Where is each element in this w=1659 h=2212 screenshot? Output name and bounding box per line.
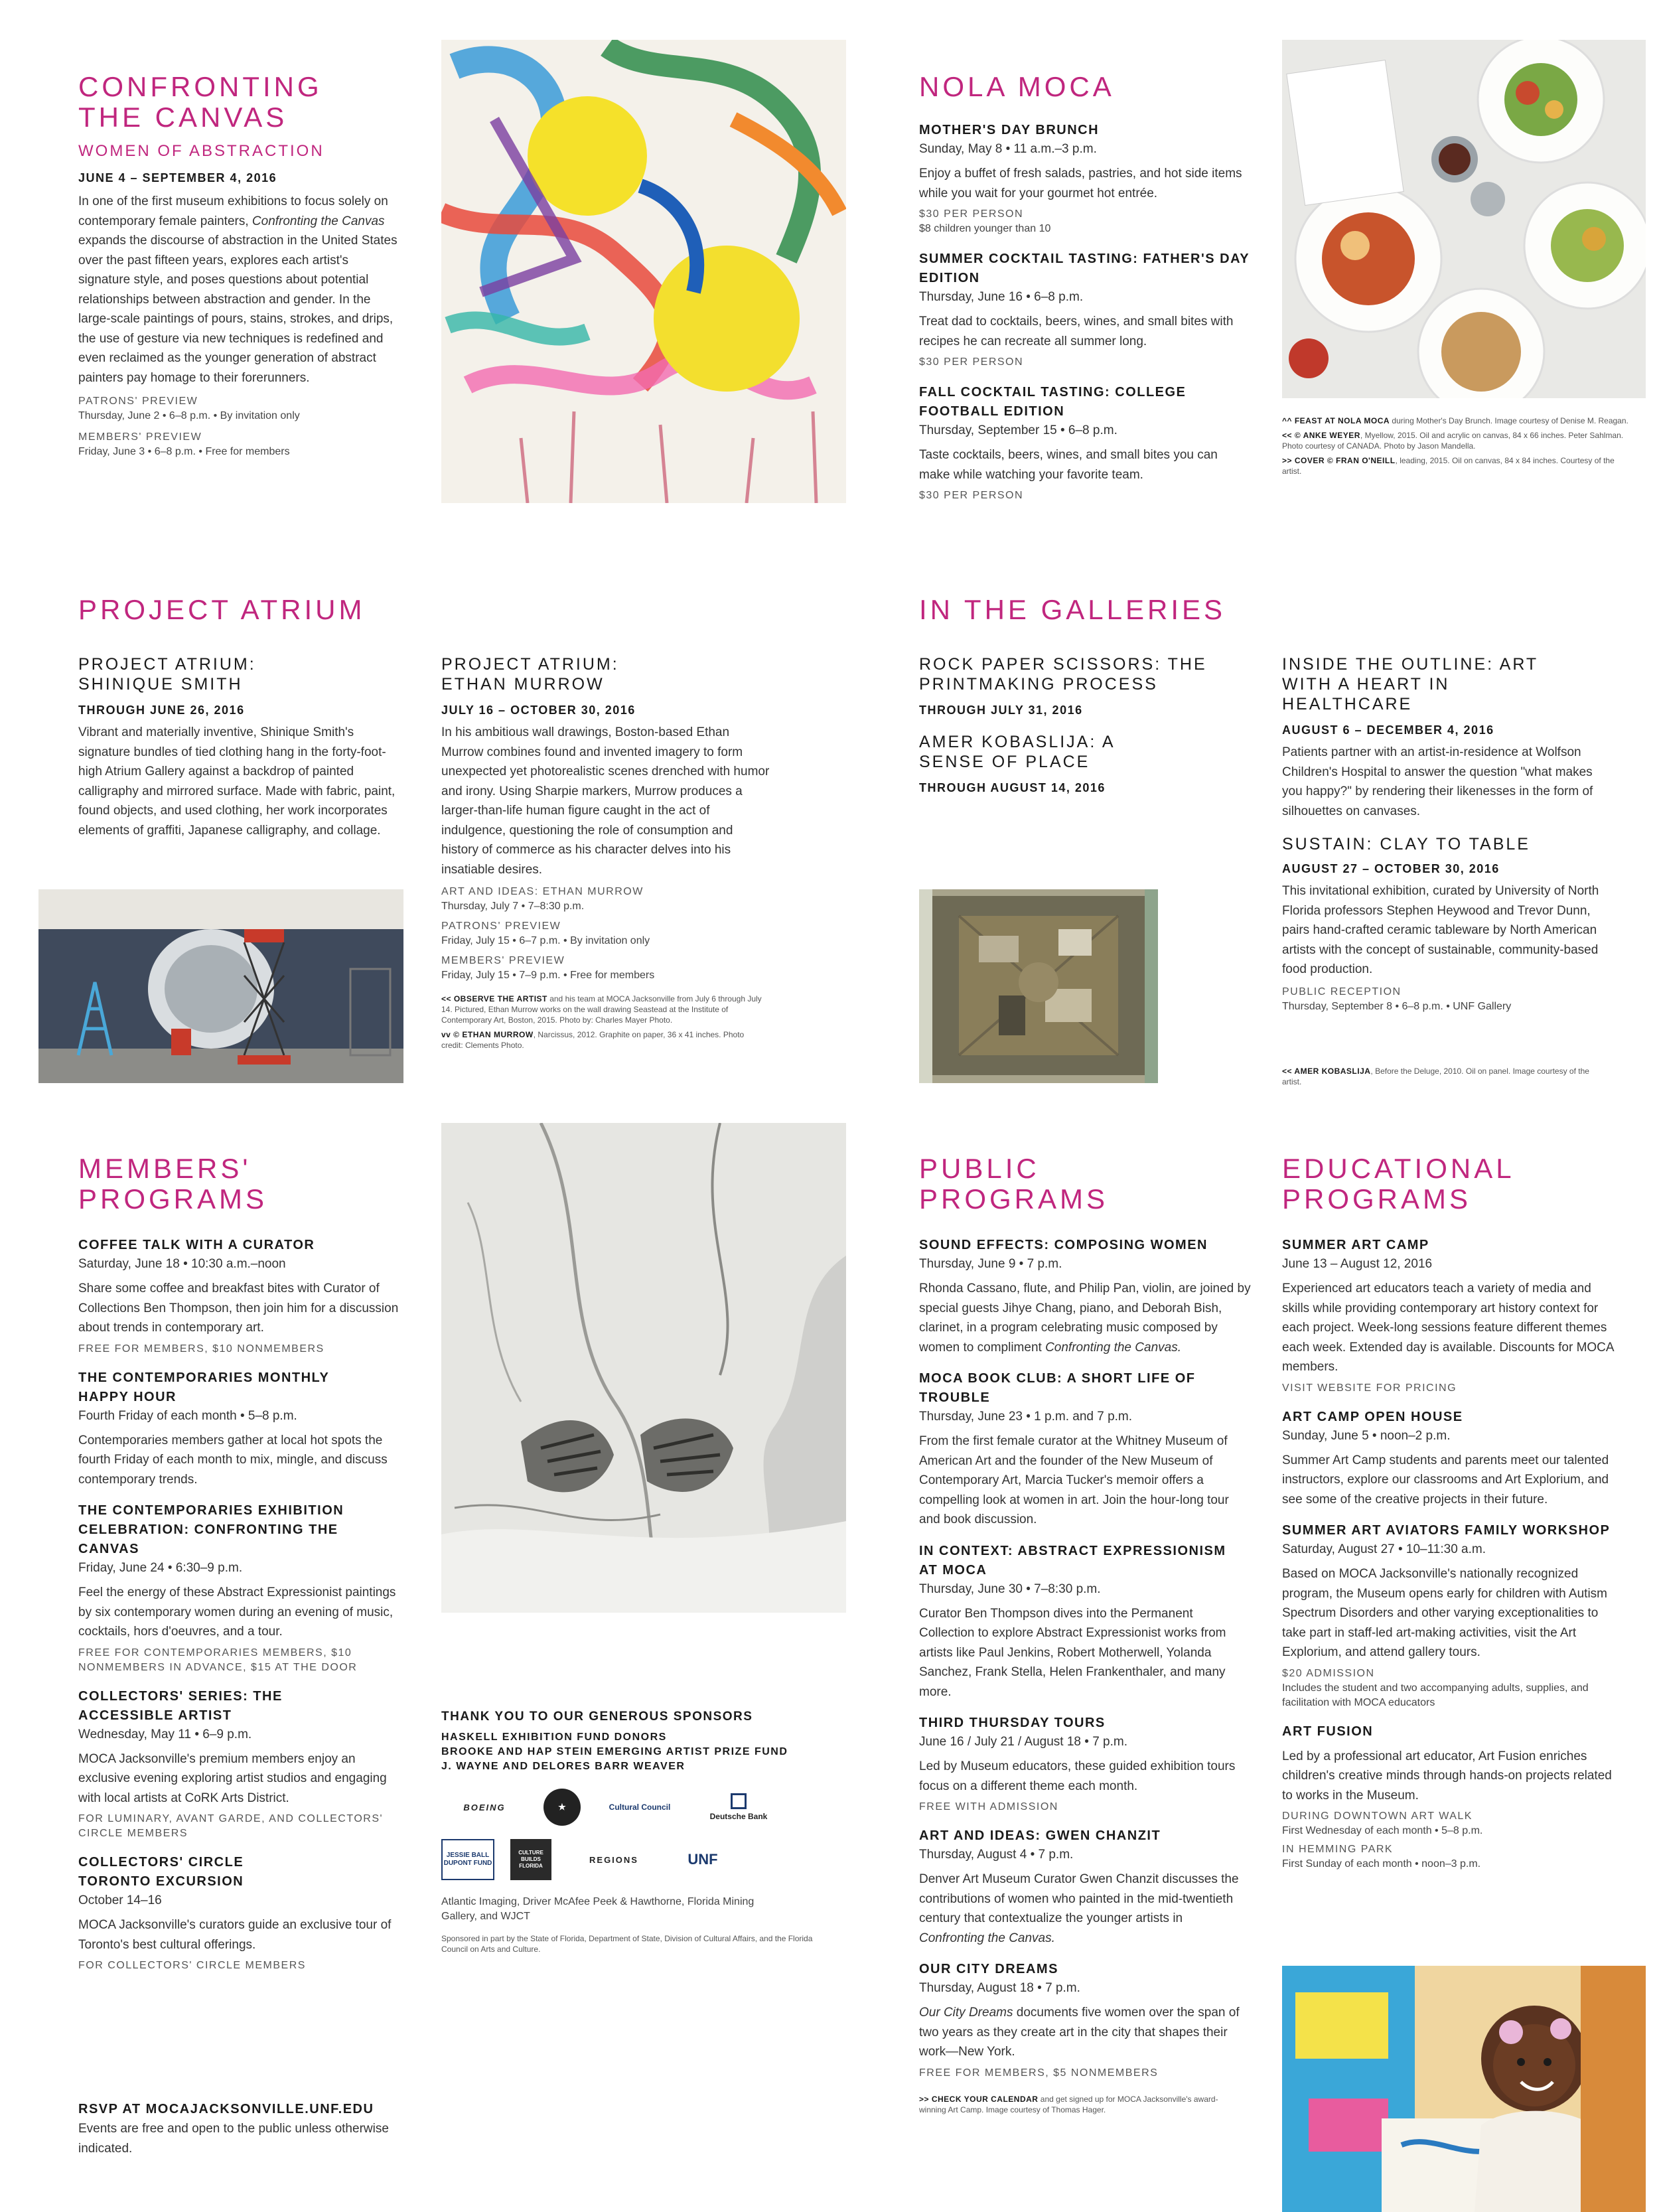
galleries-title: IN THE GALLERIES: [919, 594, 1226, 625]
canvas-subtitle: WOMEN OF ABSTRACTION: [78, 142, 325, 160]
brunch-food-photo: [1282, 40, 1646, 398]
atrium-installation-photo: [38, 889, 403, 1083]
members-event-1: COFFEE TALK WITH A CURATOR Saturday, June 18 • 10:30 a.m.–noon Share some coffee and breakfast bites with Curator of Collections Ben Thompson, then join him for a discussion about trends in contemporary art. FREE FOR MEMBERS, $10 NONMEMBERS: [78, 1238, 399, 1355]
edu-event-2: ART CAMP OPEN HOUSE Sunday, June 5 • noon–2 p.m. Summer Art Camp students and parents meet our talented instructors, explore our classrooms and Art Explorium, and see some of the creative projects in their future.: [1282, 1409, 1609, 1507]
rsvp-block: [78, 2100, 410, 2158]
murrow-dates: JULY 16 – OCTOBER 30, 2016: [441, 703, 636, 717]
public-event-2: MOCA BOOK CLUB: A SHORT LIFE OF TROUBLE Thursday, June 23 • 1 p.m. and 7 p.m. From the first female curator at the Whitney Museum of American Art and the founder of the New Museum of Contemporary Art, Marcia Tucker's memoir offers a compelling look at women in art. Join the hour-long tour and book discussion.: [919, 1371, 1229, 1526]
members-preview-when: Friday, June 3 • 6–8 p.m. • Free for members: [78, 446, 290, 457]
edu-title: EDUCATIONAL PROGRAMS: [1282, 1153, 1514, 1215]
fire-emblem-logo: ★: [543, 1789, 581, 1826]
canvas-description: In one of the first museum exhibitions to focus solely on contemporary female painters, Confronting the Canvas expands the discourse of abstraction in the United States over the past fifteen years, explores each artist's signature style, and poses questions about potential relationships between abstraction and gender. In the large-scale paintings of pours, stains, strokes, and drips, the use of gesture via new techniques is redefined and even reclaimed as the younger generation of abstract painters pay homage to their forerunners.: [78, 194, 397, 385]
canvas-title: CONFRONTING THE CANVAS: [78, 71, 323, 133]
smith-dates: THROUGH JUNE 26, 2016: [78, 703, 245, 717]
sustain-description: This invitational exhibition, curated by University of North Florida professors Stephen Heywood and Trevor Dunn, pairs hand-crafted ceramic tableware by North American artists with the concept of sustainable, community-based food production.: [1282, 884, 1599, 976]
murrow-description: In his ambitious wall drawings, Boston-based Ethan Murrow combines found and invented imagery to form unexpected yet photorealistic scenes drenched with humor and irony. Using Sharpie markers, Murrow produces a larger-than-life human figure caught in the act of indulgence, questioning the role of consumption and history of commerce as his character delves into his insatiable desires.: [441, 725, 770, 877]
canvas-section: [78, 72, 400, 459]
unf-logo: UNF: [687, 1851, 718, 1868]
nola-event-2: SUMMER COCKTAIL TASTING: FATHER'S DAY EDITION Thursday, June 16 • 6–8 p.m. Treat dad to cocktails, beers, wines, and small bites with recipes he can recreate all summer long. $30 PER PERSON: [919, 252, 1250, 368]
public-title: PUBLIC PROGRAMS: [919, 1153, 1109, 1215]
outline-title: INSIDE THE OUTLINE: ART WITH A HEART IN HEALTHCARE: [1282, 655, 1538, 713]
members-event-5: COLLECTORS' CIRCLE TORONTO EXCURSION October 14–16 MOCA Jacksonville's curators guide an exclusive tour of Toronto's best cultural offerings. FOR COLLECTORS' CIRCLE MEMBERS: [78, 1855, 392, 1971]
culture-builds-florida-logo: CULTURE BUILDS FLORIDA: [510, 1839, 551, 1880]
before-the-deluge-painting: [919, 889, 1158, 1083]
members-event-3: THE CONTEMPORARIES EXHIBITION CELEBRATION: CONFRONTING THE CANVAS Friday, June 24 • 6:30–9 p.m. Feel the energy of these Abstract Expressionist paintings by six contemporary women during an evening of music, cocktails, hors d'oeuvres, and a tour. FREE FOR CONTEMPORARIES MEMBERS, $10 NONMEMBERS IN ADVANCE, $15 AT THE DOOR: [78, 1503, 396, 1673]
edu-event-1: SUMMER ART CAMP June 13 – August 12, 2016 Experienced art educators teach a variety of media and skills while providing contemporary art history context for each project. Week-long sessions feature different themes each week. Extended day is available. Discounts for MOCA members. VISIT WEBSITE FOR PRICING: [1282, 1238, 1614, 1394]
child-art-camp-photo: [1282, 1966, 1646, 2212]
sponsors-title: THANK YOU TO OUR GENEROUS SPONSORS: [441, 1710, 753, 1724]
nola-section: [919, 72, 1251, 503]
public-event-5: ART AND IDEAS: GWEN CHANZIT Thursday, August 4 • 7 p.m. Denver Art Museum Curator Gwen Chanzit discusses the contributions of women who painted in the mid-twentieth century that contextualize the younger artists in Confronting the Canvas.: [919, 1828, 1239, 1945]
amer-dates: THROUGH AUGUST 14, 2016: [919, 781, 1106, 794]
canvas-dates: JUNE 4 – SEPTEMBER 4, 2016: [78, 171, 277, 184]
patrons-preview-when: Thursday, June 2 • 6–8 p.m. • By invitation only: [78, 410, 300, 421]
public-section: [919, 1153, 1251, 2115]
public-event-3: IN CONTEXT: ABSTRACT EXPRESSIONISM AT MOCA Thursday, June 30 • 7–8:30 p.m. Curator Ben Thompson dives into the Permanent Collection to explore Abstract Expressionist works from artists like Paul Jenkins, Robert Motherwell, Yolanda Sanchez, Frank Stella, Helen Frankenthaler, and many more.: [919, 1543, 1226, 1699]
sponsor-logos: [441, 1789, 800, 1880]
narcissus-drawing-image: [441, 1123, 846, 1613]
rps-dates: THROUGH JULY 31, 2016: [919, 703, 1083, 717]
sponsors-state: Sponsored in part by the State of Florida, Department of State, Division of Cultural Affairs, and the Florida Council on Arts and Culture.: [441, 1934, 813, 1954]
sponsors-section: THANK YOU TO OUR GENEROUS SPONSORS HASKELL EXHIBITION FUND DONORS BROOKE AND HAP STEIN EMERGING ARTIST PRIZE FUND J. WAYNE AND DELORES BARR WEAVER BOEING ★ Cultural Council Deutsche Bank JESSIE BALL DUPONT FUND CULTURE BUILDS FLORIDA REGIONS UNF Atlantic Imaging, Driver McAfee Peek & Hawthorne, Florida Mining Gallery, and WJCT Sponsored in part by the State of Florida, Department of State, Division of Cultural Affairs, and the Florida Council on Arts and Culture.: [441, 1707, 813, 1954]
outline-dates: AUGUST 6 – DECEMBER 4, 2016: [1282, 723, 1494, 737]
patrons-preview-label: PATRONS' PREVIEW: [78, 396, 198, 407]
atrium-title: PROJECT ATRIUM: [78, 594, 366, 625]
murrow-section: PROJECT ATRIUM: ETHAN MURROW JULY 16 – OCTOBER 30, 2016 In his ambitious wall drawings, Boston-based Ethan Murrow combines found and invented imagery to form unexpected yet photorealistic scenes drenched with humor and irony. Using Sharpie markers, Murrow produces a larger-than-life human figure caught in the act of indulgence, questioning the role of consumption and history of commerce as his character delves into his insatiable desires. ART AND IDEAS: ETHAN MURROW Thursday, July 7 • 7–8:30 p.m. PATRONS' PREVIEW Friday, July 15 • 6–7 p.m. • By invitation only MEMBERS' PREVIEW Friday, July 15 • 7–9 p.m. • Free for members << OBSERVE THE ARTIST and his team at MOCA Jacksonville from July 6 through July 14. Pictured, Ethan Murrow works on the wall drawing Seastead at the Institute of Contemporary Art, Boston, 2015. Photo by: Charles Mayer Photo. vv © ETHAN MURROW, Narcissus, 2012. Graphite on paper, 36 x 41 inches. Photo credit: Clements Photo.: [441, 654, 773, 1051]
rps-title: ROCK PAPER SCISSORS: THE PRINTMAKING PROCESS: [919, 655, 1207, 694]
rsvp-note: Events are free and open to the public unless otherwise indicated.: [78, 2122, 389, 2156]
amer-title: AMER KOBASLIJA: A SENSE OF PLACE: [919, 733, 1115, 771]
smith-description: Vibrant and materially inventive, Shinique Smith's signature bundles of tied clothing hang in the forty-foot-high Atrium Gallery against a backdrop of painted calligraphy and mirrored surface. Made with fabric, paint, found objects, and used clothing, her work incorporates elements of graffiti, Japanese calligraphy, and collage.: [78, 725, 396, 838]
members-preview-label: MEMBERS' PREVIEW: [78, 431, 202, 443]
regions-logo: REGIONS: [589, 1854, 638, 1865]
abstract-painting-image: [441, 40, 846, 503]
members-section: [78, 1153, 410, 1973]
nola-captions: ^^ FEAST AT NOLA MOCA during Mother's Day Brunch. Image courtesy of Denise M. Reagan. << © ANKE WEYER, Myellow, 2015. Oil and acrylic on canvas, 84 x 66 inches. Peter Sahlman. Photo courtesy of CANADA. Photo by Jason Mandella. >> COVER © FRAN O'NEILL, leading, 2015. Oil on canvas, 84 x 84 inches. Courtesy of the artist.: [1282, 416, 1628, 476]
cultural-council-logo: Cultural Council: [609, 1803, 671, 1812]
members-event-2: THE CONTEMPORARIES MONTHLY HAPPY HOUR Fourth Friday of each month • 5–8 p.m. Contemporaries members gather at local hot spots the fourth Friday of each month to mix, mingle, and discuss contemporary trends.: [78, 1370, 388, 1487]
nola-title: NOLA MOCA: [919, 71, 1115, 102]
deutsche-bank-logo: Deutsche Bank: [699, 1789, 778, 1826]
smith-title: PROJECT ATRIUM: SHINIQUE SMITH: [78, 655, 256, 694]
sustain-title: SUSTAIN: CLAY TO TABLE: [1282, 835, 1530, 853]
boeing-logo: BOEING: [463, 1802, 506, 1812]
edu-event-3: SUMMER ART AVIATORS FAMILY WORKSHOP Saturday, August 27 • 10–11:30 a.m. Based on MOCA Jacksonville's nationally recognized program, the Museum opens early for children with Autism Spectrum Disorders and other varying exceptionalities to take part in staff-led art-making activities, visit the Art Explorium, and attend gallery tours. $20 ADMISSION Includes the student and two accompanying adults, supplies, and facilitation with MOCA educators: [1282, 1523, 1611, 1708]
sponsors-others: Atlantic Imaging, Driver McAfee Peek & Hawthorne, Florida Mining Gallery, and WJCT: [441, 1896, 755, 1922]
members-title: MEMBERS' PROGRAMS: [78, 1153, 268, 1215]
edu-section: [1282, 1153, 1614, 1872]
galleries-right-section: INSIDE THE OUTLINE: ART WITH A HEART IN HEALTHCARE AUGUST 6 – DECEMBER 4, 2016 Patients partner with an artist-in-residence at Wolfson Children's Hospital to answer the question "what makes you happy?" by rendering their likenesses in the form of silhouettes on canvases. SUSTAIN: CLAY TO TABLE AUGUST 27 – OCTOBER 30, 2016 This invitational exhibition, curated by University of North Florida professors Stephen Heywood and Trevor Dunn, pairs hand-crafted ceramic tableware by North American artists with the concept of sustainable, community-based food production. PUBLIC RECEPTION Thursday, September 8 • 6–8 p.m. • UNF Gallery: [1282, 654, 1614, 1014]
dupont-fund-logo: JESSIE BALL DUPONT FUND: [441, 1839, 494, 1880]
public-event-6: OUR CITY DREAMS Thursday, August 18 • 7 p.m. Our City Dreams documents five women over the span of two years as they create art in the city that shapes their work—New York. FREE FOR MEMBERS, $5 NONMEMBERS: [919, 1962, 1240, 2079]
smith-section: [78, 654, 403, 840]
members-event-4: COLLECTORS' SERIES: THE ACCESSIBLE ARTIST Wednesday, May 11 • 6–9 p.m. MOCA Jacksonville's premium members enjoy an exclusive evening exploring artist studios and engaging with local artists at CoRK Arts District. FOR LUMINARY, AVANT GARDE, AND COLLECTORS' CIRCLE MEMBERS: [78, 1688, 387, 1839]
public-event-1: SOUND EFFECTS: COMPOSING WOMEN Thursday, June 9 • 7 p.m. Rhonda Cassano, flute, and Philip Pan, violin, are joined by special guests Jihye Chang, piano, and Deborah Bish, clarinet, in a program celebrating music composed by women to compliment Confronting the Canvas.: [919, 1238, 1251, 1355]
outline-description: Patients partner with an artist-in-residence at Wolfson Children's Hospital to answer the question "what makes you happy?" by rendering their likenesses in the form of silhouettes on canvases.: [1282, 745, 1593, 818]
sustain-dates: AUGUST 27 – OCTOBER 30, 2016: [1282, 862, 1500, 875]
amer-caption: << AMER KOBASLIJA, Before the Deluge, 2010. Oil on panel. Image courtesy of the artist.: [1282, 1067, 1589, 1086]
rsvp-link[interactable]: RSVP AT MOCAJACKSONVILLE.UNF.EDU: [78, 2102, 374, 2116]
nola-event-1: MOTHER'S DAY BRUNCH Sunday, May 8 • 11 a.m.–3 p.m. Enjoy a buffet of fresh salads, pastries, and hot side items while you wait for your gourmet hot entrée. $30 PER PERSON $8 children younger than 10: [919, 123, 1242, 234]
murrow-captions: << OBSERVE THE ARTIST and his team at MOCA Jacksonville from July 6 through July 14. Pictured, Ethan Murrow works on the wall drawing Seastead at the Institute of Contemporary Art, Boston, 2015. Photo by: Charles Mayer Photo. vv © ETHAN MURROW, Narcissus, 2012. Graphite on paper, 36 x 41 inches. Photo credit: Clements Photo.: [441, 994, 762, 1050]
public-event-4: THIRD THURSDAY TOURS June 16 / July 21 / August 18 • 7 p.m. Led by Museum educators, these guided exhibition tours focus on a different theme each month. FREE WITH ADMISSION: [919, 1716, 1236, 1812]
nola-event-3: FALL COCKTAIL TASTING: COLLEGE FOOTBALL EDITION Thursday, September 15 • 6–8 p.m. Taste cocktails, beers, wines, and small bites you can make while watching your favorite team. $30 PER PERSON: [919, 385, 1218, 501]
murrow-title: PROJECT ATRIUM: ETHAN MURROW: [441, 655, 619, 694]
galleries-left-section: [919, 654, 1238, 795]
edu-event-4: ART FUSION Led by a professional art educator, Art Fusion enriches children's creative minds through hands-on projects related to works in the Museum. DURING DOWNTOWN ART WALK First Wednesday of each month • 5–8 p.m. IN HEMMING PARK First Sunday of each month • noon–3 p.m.: [1282, 1724, 1612, 1870]
art-camp-caption: >> CHECK YOUR CALENDAR and get signed up for MOCA Jacksonville's award-winning Art Camp. Image courtesy of Thomas Hager.: [919, 2094, 1218, 2114]
